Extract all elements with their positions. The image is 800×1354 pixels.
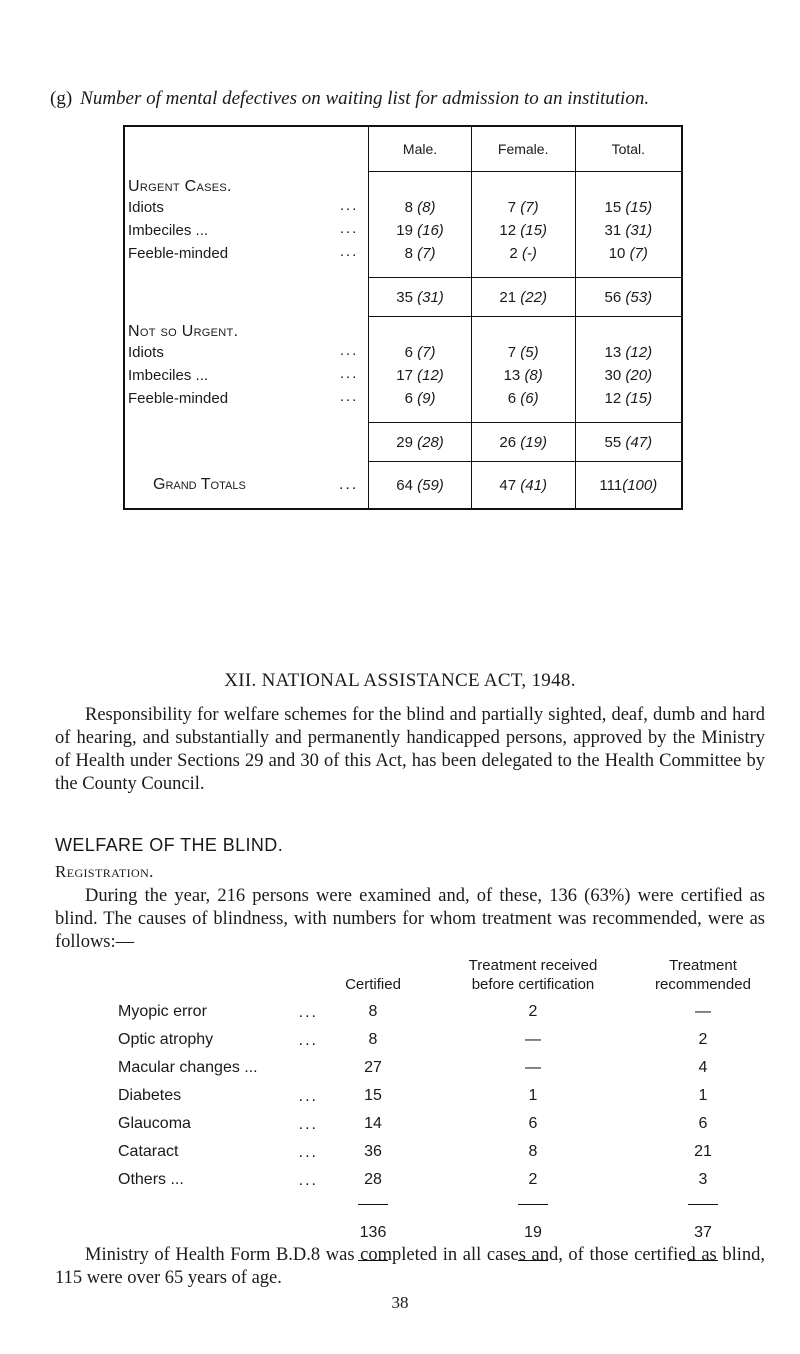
certified-value: 8 xyxy=(368,1003,378,1020)
table-row xyxy=(118,1026,768,1054)
male-value: 6 xyxy=(404,390,413,407)
blindness-header-row xyxy=(118,956,768,998)
male-value: 29 xyxy=(396,433,413,451)
urgent-title: Urgent Cases. xyxy=(124,172,369,197)
male-prev-value: (7) xyxy=(417,344,436,361)
paragraph-responsibility: Responsibility for welfare schemes for the blind and partially sighted, deaf, dumb and hard of hearing, and substantially and permanently handicapped persons, approved by the Ministry of Health under Sections 29 and 30 of this Act, has been delegated to the Health Committee by the County Council. xyxy=(55,705,765,794)
recommended-value: 4 xyxy=(698,1059,708,1076)
urgent-subtotal-row xyxy=(124,278,682,317)
leader-dots: ... xyxy=(298,1116,318,1133)
total-value: 31 xyxy=(604,222,622,239)
leader-dots: ... xyxy=(339,197,359,214)
male-value: 17 xyxy=(396,367,413,384)
male-prev-value: (8) xyxy=(417,199,436,216)
total-prev-value: (100) xyxy=(622,476,658,494)
female-value: 6 xyxy=(507,390,517,407)
rule-row xyxy=(118,1194,768,1216)
header-before-line1: Treatment received xyxy=(468,957,598,974)
header-male: Male. xyxy=(369,126,471,172)
total-value: 10 xyxy=(608,245,626,262)
header-treatment-before xyxy=(428,956,638,998)
leader-dots: ... xyxy=(339,365,359,382)
before-value: 2 xyxy=(528,1003,538,1020)
recommended-value: 3 xyxy=(698,1171,708,1188)
leader-dots: ... xyxy=(339,243,359,260)
certified-value: 8 xyxy=(368,1031,378,1048)
female-value: 7 xyxy=(507,199,517,216)
paragraph-form-bd8: Ministry of Health Form B.D.8 was completed in all cases and, of those certified as blind, 115 were over 65 years of age. xyxy=(55,1245,765,1288)
header-rec-line1: Treatment xyxy=(669,957,737,974)
header-treatment-recommended xyxy=(638,956,768,998)
table-row xyxy=(118,1166,768,1194)
total-prev-value: (53) xyxy=(625,288,653,306)
caption-letter: (g) xyxy=(50,88,73,109)
not-urgent-section-heading xyxy=(124,317,682,342)
leader-dots: ... xyxy=(339,388,359,405)
leader-dots: ... xyxy=(298,1144,318,1161)
rule-line xyxy=(688,1204,718,1205)
certified-value: 28 xyxy=(364,1171,382,1188)
table-row xyxy=(118,1138,768,1166)
page-number: 38 xyxy=(391,1293,409,1312)
header-before-line2: before certification xyxy=(471,976,595,993)
recommended-value: 2 xyxy=(698,1031,708,1048)
table-row xyxy=(124,364,682,387)
rule-line xyxy=(518,1204,548,1205)
male-prev-value: (16) xyxy=(417,222,444,239)
welfare-heading: WELFARE OF THE BLIND. xyxy=(55,835,284,855)
total-value: 111 xyxy=(599,476,623,494)
female-value: 13 xyxy=(503,367,521,384)
recommended-total: 37 xyxy=(694,1224,712,1241)
total-prev-value: (7) xyxy=(629,245,648,262)
leader-dots: ... xyxy=(298,1004,318,1021)
total-value: 15 xyxy=(604,199,622,216)
female-prev-value: (5) xyxy=(520,344,539,361)
table-header-row xyxy=(124,126,682,172)
female-prev-value: (8) xyxy=(524,367,543,384)
leader-dots: ... xyxy=(298,1088,318,1105)
paragraph-examined: During the year, 216 persons were examined and, of these, 136 (63%) were certified as blind. The causes of blindness, with numbers for whom treatment was recommended, were as follows:— xyxy=(55,886,765,952)
female-prev-value: (7) xyxy=(520,199,539,216)
female-prev-value: (41) xyxy=(520,476,547,494)
female-value: 2 xyxy=(509,245,518,262)
table-row xyxy=(124,242,682,265)
row-label: Feeble-minded xyxy=(128,390,229,407)
before-value: 8 xyxy=(528,1143,538,1160)
cause-label: Glaucoma xyxy=(118,1115,191,1132)
female-prev-value: (19) xyxy=(520,433,547,451)
before-total: 19 xyxy=(524,1224,542,1241)
table-row xyxy=(124,387,682,410)
before-value: — xyxy=(525,1059,541,1076)
female-value: 7 xyxy=(507,344,517,361)
leader-dots: ... xyxy=(298,1032,318,1049)
female-prev-value: (6) xyxy=(520,390,539,407)
row-label: Imbeciles ... xyxy=(128,367,209,384)
female-prev-value: (22) xyxy=(520,288,547,306)
not-urgent-title: Not so Urgent. xyxy=(124,317,369,342)
leader-dots: ... xyxy=(339,342,359,359)
recommended-value: — xyxy=(695,1003,711,1020)
total-value: 13 xyxy=(604,344,622,361)
total-value: 12 xyxy=(604,390,622,407)
total-prev-value: (12) xyxy=(625,344,653,361)
table-row xyxy=(124,196,682,219)
registration-heading: Registration. xyxy=(55,862,154,881)
total-value: 56 xyxy=(604,288,622,306)
total-prev-value: (15) xyxy=(625,199,653,216)
cause-label: Others ... xyxy=(118,1171,184,1188)
recommended-value: 6 xyxy=(698,1115,708,1132)
table-row xyxy=(118,998,768,1026)
table-row xyxy=(118,1054,768,1082)
total-value: 55 xyxy=(604,433,622,451)
blindness-causes-table xyxy=(118,956,768,1272)
male-prev-value: (7) xyxy=(417,245,436,262)
recommended-value: 21 xyxy=(694,1143,712,1160)
total-prev-value: (31) xyxy=(625,222,653,239)
header-total: Total. xyxy=(575,126,682,172)
male-value: 6 xyxy=(404,344,413,361)
certified-total: 136 xyxy=(359,1224,387,1241)
male-value: 8 xyxy=(404,245,413,262)
grand-totals-label: Grand Totals xyxy=(153,475,246,493)
certified-value: 36 xyxy=(364,1143,382,1160)
cause-label: Myopic error xyxy=(118,1003,207,1020)
female-value: 12 xyxy=(499,222,517,239)
before-value: 2 xyxy=(528,1171,538,1188)
before-value: 1 xyxy=(528,1087,538,1104)
cause-label: Optic atrophy xyxy=(118,1031,214,1048)
female-value: 26 xyxy=(499,433,517,451)
header-certified: Certified xyxy=(345,976,401,993)
male-prev-value: (9) xyxy=(417,390,436,407)
certified-value: 15 xyxy=(364,1087,382,1104)
table-row xyxy=(118,1110,768,1138)
male-value: 19 xyxy=(396,222,413,239)
cause-label: Cataract xyxy=(118,1143,179,1160)
before-value: 6 xyxy=(528,1115,538,1132)
row-label: Idiots xyxy=(128,199,164,216)
recommended-value: 1 xyxy=(698,1087,708,1104)
total-prev-value: (15) xyxy=(625,390,653,407)
cause-label: Macular changes ... xyxy=(118,1059,258,1076)
urgent-section-heading xyxy=(124,172,682,197)
male-prev-value: (28) xyxy=(417,433,444,451)
grand-totals-row xyxy=(124,462,682,510)
row-label: Feeble-minded xyxy=(128,245,229,262)
male-value: 64 xyxy=(396,476,413,494)
leader-dots: ... xyxy=(339,220,359,237)
row-label: Imbeciles ... xyxy=(128,222,209,239)
section-title: XII. NATIONAL ASSISTANCE ACT, 1948. xyxy=(224,670,576,691)
cause-label: Diabetes xyxy=(118,1087,182,1104)
table-row xyxy=(124,341,682,364)
caption-title: Number of mental defectives on waiting list for admission to an institution. xyxy=(80,88,650,109)
certified-value: 27 xyxy=(364,1059,382,1076)
certified-value: 14 xyxy=(364,1115,382,1132)
female-value: 21 xyxy=(499,288,517,306)
leader-dots: ... xyxy=(298,1172,318,1189)
female-prev-value: (15) xyxy=(520,222,547,239)
female-prev-value: (-) xyxy=(521,245,537,262)
female-value: 47 xyxy=(499,476,517,494)
header-rec-line2: recommended xyxy=(655,976,751,993)
table-row xyxy=(124,219,682,242)
rule-line xyxy=(358,1204,388,1205)
male-prev-value: (31) xyxy=(417,288,444,306)
row-label: Idiots xyxy=(128,344,164,361)
mental-defectives-table xyxy=(123,125,683,510)
not-urgent-subtotal-row xyxy=(124,423,682,462)
male-prev-value: (59) xyxy=(417,476,444,494)
total-prev-value: (20) xyxy=(625,367,653,384)
leader-dots: ... xyxy=(338,475,359,493)
male-prev-value: (12) xyxy=(417,367,444,384)
header-blank xyxy=(124,126,369,172)
header-female: Female. xyxy=(471,126,575,172)
before-value: — xyxy=(525,1031,541,1048)
total-prev-value: (47) xyxy=(625,433,653,451)
table-caption xyxy=(50,88,780,110)
male-value: 8 xyxy=(404,199,413,216)
total-value: 30 xyxy=(604,367,622,384)
table-row xyxy=(118,1082,768,1110)
male-value: 35 xyxy=(396,288,413,306)
